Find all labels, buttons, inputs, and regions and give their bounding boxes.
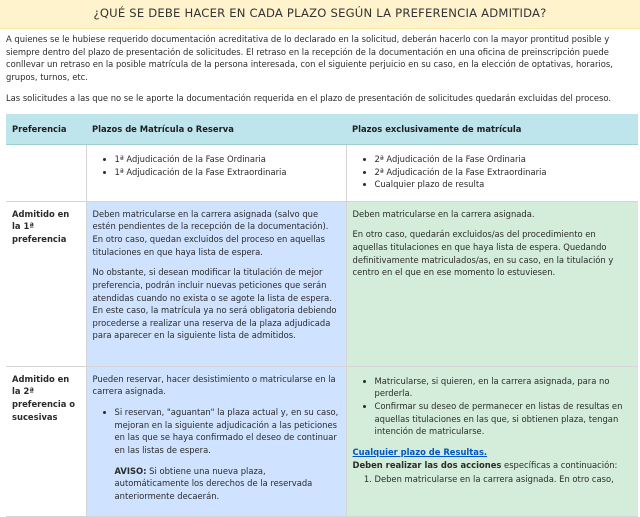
intro-note: Las solicitudes a las que no se le aporte la documentación requerida en el plazo de presentación de solicitudes quedarán excluidas del proceso. xyxy=(6,93,612,104)
intro-paragraph: A quienes se le hubiese requerido documentación acreditativa de lo declarado en la solicitud, deberán hacerlo con la mayor prontitud posible y siempre dentro del plazo de presentación de solicitudes. El retraso en la recepción de la documentación en una oficina de preinscripción puede conllevar un retraso en la posible matrícula de la persona interesada, con el siguiente perjuicio en su caso, en la elección de optativas, horarios, grupos, turnos, etc. xyxy=(6,34,613,82)
text-first-matricula-2: En otro caso, quedarán excluidos/as del procedimiento en aquellas titulaciones en que haya lista de espera. Quedando definitivamente matriculados/as, en su caso, en la titulación y centro en el que en ese momento lo estuviesen. xyxy=(352,229,614,278)
header-matricula-reserva: Plazos de Matrícula o Reserva xyxy=(86,114,346,145)
acciones-rest: específicas a continuación: xyxy=(501,459,618,470)
list-item: • 2ª Adjudicación de la Fase Ordinaria xyxy=(375,153,633,166)
acciones-bold: Deben realizar las dos acciones xyxy=(352,459,502,470)
acciones-list xyxy=(353,473,633,486)
list-item: 1. Deben matricularse en la carrera asignada. En otro caso, xyxy=(375,473,633,486)
intro-section xyxy=(0,29,640,105)
aviso-note xyxy=(115,465,340,503)
list-item: • Confirmar su deseo de permanecer en listas de resultas en aquellas titulaciones en las que, si obtienen plaza, tengan intención de matricularse. xyxy=(375,400,633,438)
acciones-line xyxy=(353,459,633,472)
text-first-matricula-1: Deben matricularse en la carrera asignada. xyxy=(352,208,535,219)
table-row xyxy=(6,145,638,202)
list-plazos-reserva xyxy=(93,153,340,178)
list-second-matricula xyxy=(353,375,633,438)
text-reserva-item: • Si reservan, "aguantan" la plaza actual y, en su caso, mejoran en la siguiente adjudicación a las peticiones en las que se haya confirmado el deseo de continuar en las listas de espera. xyxy=(114,407,339,455)
header-preferencia: Preferencia xyxy=(6,114,86,145)
list-item: • 2ª Adjudicación de la Fase Extraordinaria xyxy=(375,166,633,179)
aviso-label: AVISO: xyxy=(114,465,147,476)
table-row xyxy=(6,201,638,366)
list-item: • Matricularse, si quieren, en la carrera asignada, para no perderla. xyxy=(375,375,633,400)
cell-second-reserva xyxy=(86,366,346,516)
pref-cell-empty xyxy=(6,145,86,202)
cell-first-reserva xyxy=(86,201,346,366)
aviso-text: Si obtiene una nueva plaza, automáticamente los derechos de la reservada anteriormente decaerán. xyxy=(114,465,313,501)
text-first-reserva-2: No obstante, si desean modificar la titulación de mejor preferencia, podrán incluir nuevas peticiones que serán atendidas cuando no exista o se agote la lista de espera. En este caso, la matrícula ya no será obligatoria debiendo procederse a realizar una reserva de la plaza adjudicada para aparecer en la siguiente lista de admitidos. xyxy=(92,267,337,341)
list-plazos-matricula xyxy=(353,153,633,191)
list-item: • 1ª Adjudicación de la Fase Ordinaria xyxy=(115,153,340,166)
table-row xyxy=(6,366,638,516)
cell-plazos-matricula xyxy=(346,145,638,202)
table-header-row xyxy=(6,114,638,145)
page-title: ¿QUÉ SE DEBE HACER EN CADA PLAZO SEGÚN LA PREFERENCIA ADMITIDA? xyxy=(93,6,547,21)
resultas-link[interactable]: Cualquier plazo de Resultas. xyxy=(352,446,488,457)
cell-first-matricula xyxy=(346,201,638,366)
list-item: • 1ª Adjudicación de la Fase Extraordinaria xyxy=(115,166,340,179)
pref-cell-second: Admitido en la 2ª preferencia o sucesivas xyxy=(6,366,86,516)
list-item: • Cualquier plazo de resulta xyxy=(375,178,633,191)
list-second-reserva xyxy=(93,406,340,502)
header-solo-matricula: Plazos exclusivamente de matrícula xyxy=(346,114,638,145)
page-banner xyxy=(0,0,640,29)
cell-second-matricula xyxy=(346,366,638,516)
list-item xyxy=(115,406,340,502)
resultas-link-wrap xyxy=(353,446,633,459)
cell-plazos-reserva xyxy=(86,145,346,202)
text-first-reserva-1: Deben matricularse en la carrera asignada (salvo que estén pendientes de la recepción de la documentación). En otro caso, quedan excluidos del proceso en aquellas titulaciones en que haya lista de espera. xyxy=(92,208,329,257)
pref-cell-first: Admitido en la 1ª preferencia xyxy=(6,201,86,366)
deadlines-table xyxy=(6,114,638,517)
text-second-reserva-1: Pueden reservar, hacer desistimiento o matricularse en la carrera asignada. xyxy=(92,373,336,397)
